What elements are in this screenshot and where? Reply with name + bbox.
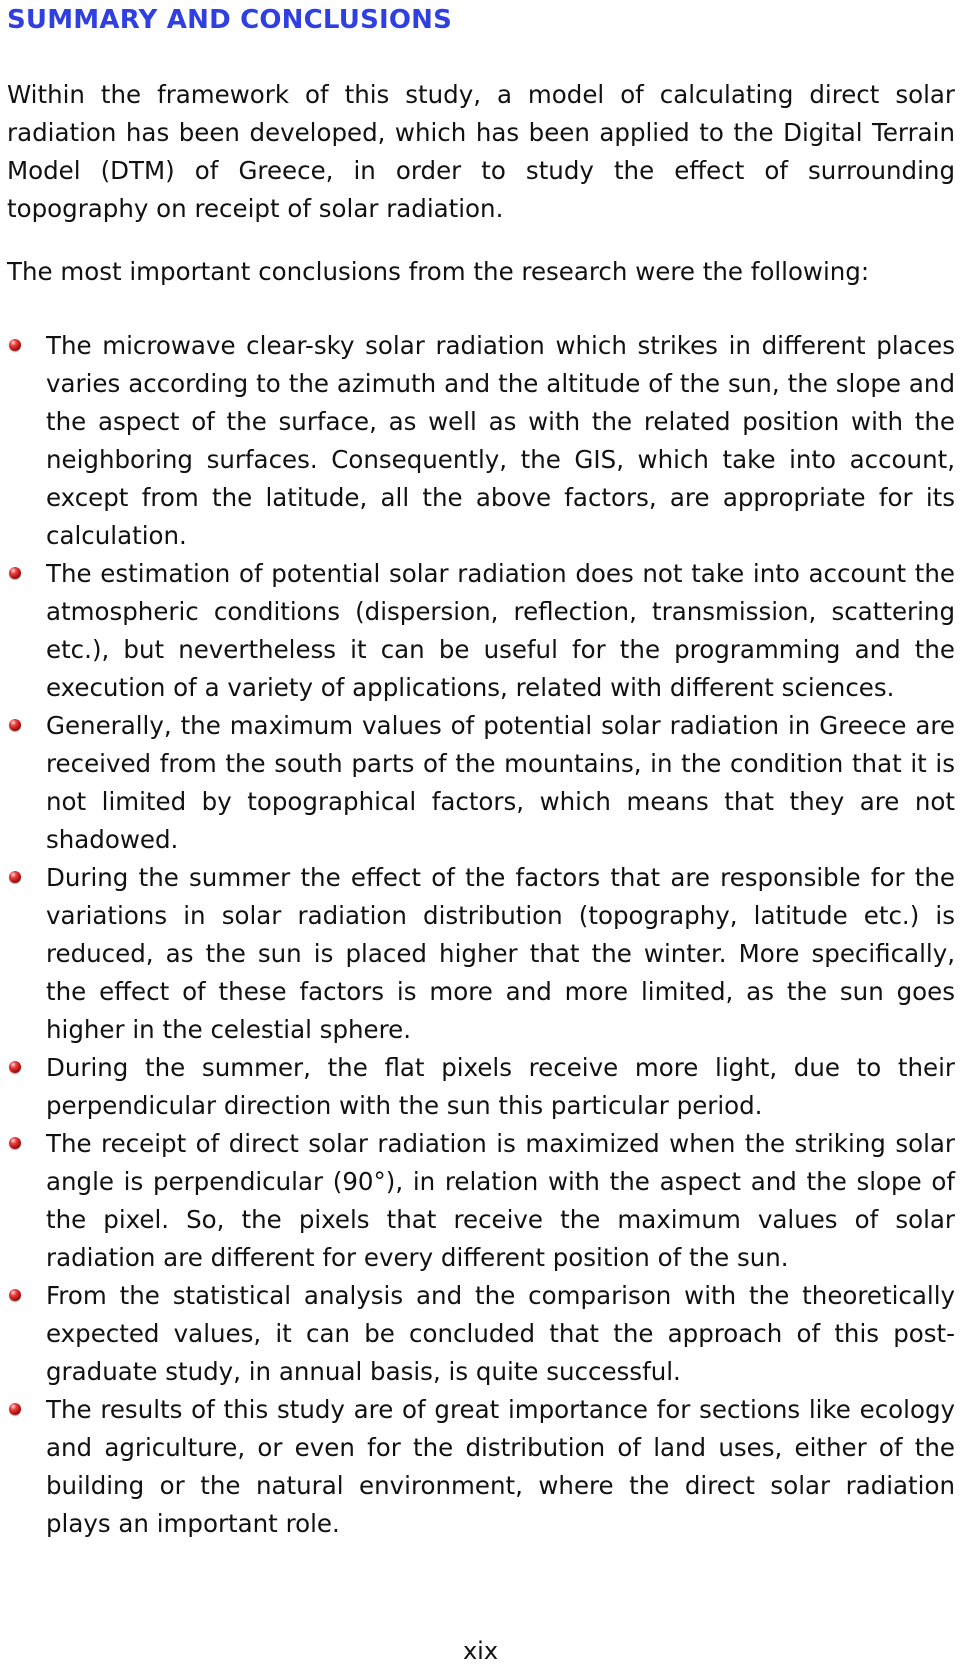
red-sphere-bullet-icon: [9, 719, 21, 731]
conclusions-lead-paragraph: The most important conclusions from the research were the following:: [7, 257, 870, 286]
conclusion-item: [7, 1277, 955, 1391]
document-page: [7, 0, 954, 1677]
conclusion-text: The results of this study are of great importance for sections like ecology and agriculture, or even for the distribution of land uses, either of the building or the natural environment, where the direct solar radiation plays an important role.: [46, 1395, 955, 1538]
conclusion-item: [7, 1391, 955, 1543]
conclusion-text: Generally, the maximum values of potential solar radiation in Greece are received from the south parts of the mountains, in the condition that it is not limited by topographical factors, which means that they are not shadowed.: [46, 711, 955, 854]
red-sphere-bullet-icon: [9, 1137, 21, 1149]
intro-paragraph: Within the framework of this study, a model of calculating direct solar radiation has been developed, which has been applied to the Digital Terrain Model (DTM) of Greece, in order to study the effect of surrounding topography on receipt of solar radiation.: [7, 80, 955, 223]
conclusion-item: [7, 859, 955, 1049]
red-sphere-bullet-icon: [9, 339, 21, 351]
page-number: xix: [462, 1637, 499, 1665]
red-sphere-bullet-icon: [9, 1403, 21, 1415]
red-sphere-bullet-icon: [9, 871, 21, 883]
conclusion-text: The microwave clear-sky solar radiation which strikes in different places varies according to the azimuth and the altitude of the sun, the slope and the aspect of the surface, as well as with the related position with the neighboring surfaces. Consequently, the GIS, which take into account, except from the latitude, all the above factors, are appropriate for its calculation.: [46, 331, 955, 550]
red-sphere-bullet-icon: [9, 1289, 21, 1301]
section-heading: SUMMARY AND CONCLUSIONS: [7, 5, 453, 35]
conclusion-item: [7, 1049, 955, 1125]
red-sphere-bullet-icon: [9, 1061, 21, 1073]
conclusion-text: The estimation of potential solar radiation does not take into account the atmospheric conditions (dispersion, reflection, transmission, scattering etc.), but nevertheless it can be useful for the programming and the execution of a variety of applications, related with different sciences.: [46, 559, 955, 702]
conclusion-text: The receipt of direct solar radiation is maximized when the striking solar angle is perpendicular (90°), in relation with the aspect and the slope of the pixel. So, the pixels that receive the maximum values of solar radiation are different for every different position of the sun.: [46, 1129, 955, 1272]
conclusion-text: During the summer the effect of the factors that are responsible for the variations in solar radiation distribution (topography, latitude etc.) is reduced, as the sun is placed higher that the winter. More specifically, the effect of these factors is more and more limited, as the sun goes higher in the celestial sphere.: [46, 863, 955, 1044]
red-sphere-bullet-icon: [9, 567, 21, 579]
conclusions-list: [7, 327, 955, 1543]
conclusion-text: From the statistical analysis and the comparison with the theoretically expected values, it can be concluded that the approach of this post-graduate study, in annual basis, is quite successful.: [46, 1281, 955, 1386]
conclusion-item: [7, 327, 955, 555]
conclusion-item: [7, 555, 955, 707]
conclusion-item: [7, 1125, 955, 1277]
conclusion-text: During the summer, the flat pixels receive more light, due to their perpendicular direction with the sun this particular period.: [46, 1053, 955, 1120]
conclusion-item: [7, 707, 955, 859]
